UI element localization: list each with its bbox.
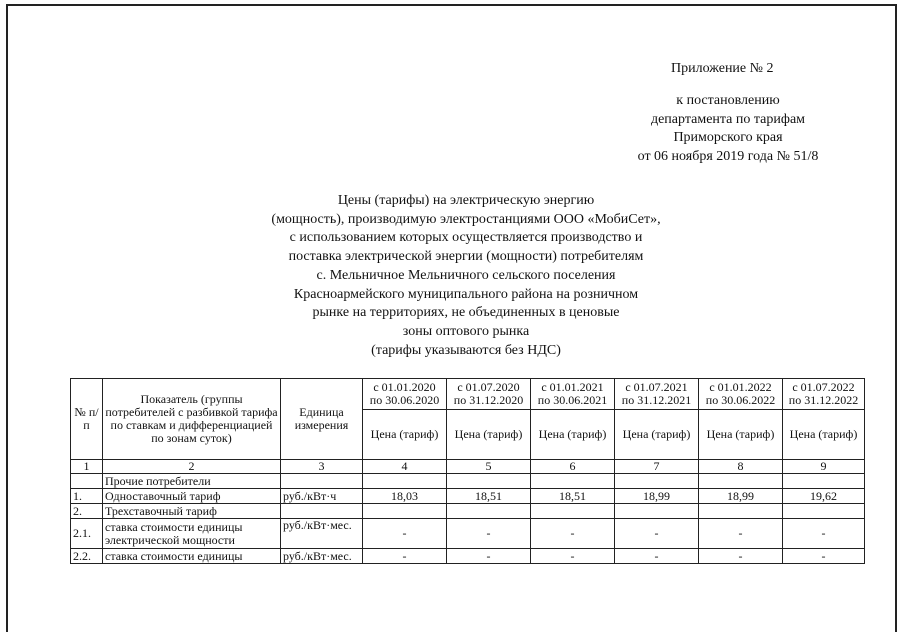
row-value: - [699, 549, 783, 564]
row-value: - [531, 549, 615, 564]
column-number: 5 [447, 460, 531, 474]
title-line: (тарифы указываются без НДС) [371, 342, 561, 358]
decree-line: от 06 ноября 2019 года № 51/8 [637, 148, 819, 164]
row-value: - [363, 549, 447, 564]
column-number: 3 [281, 460, 363, 474]
row-value: - [447, 519, 531, 549]
appendix-label: Приложение № 2 [671, 61, 774, 76]
header-cell-period: с 01.07.2021 по 31.12.2021 [615, 379, 699, 410]
header-cell-period: с 01.01.2022 по 30.06.2022 [699, 379, 783, 410]
title-line: Красноармейского муниципального района на розничном [293, 286, 639, 302]
row-unit: руб./кВт·мес. [281, 519, 363, 549]
column-number: 9 [783, 460, 865, 474]
column-number: 6 [531, 460, 615, 474]
row-unit: руб./кВт·мес. [281, 549, 363, 564]
row-value: - [783, 549, 865, 564]
title-line: с. Мельничное Мельничного сельского поселения [316, 267, 616, 283]
header-cell-period: с 01.01.2021 по 30.06.2021 [531, 379, 615, 410]
row-name: ставка стоимости единицы [103, 549, 281, 564]
row-unit [281, 504, 363, 519]
row-value: 19,62 [783, 489, 865, 504]
tariff-table [70, 378, 865, 564]
header-cell-price: Цена (тариф) [363, 410, 447, 460]
row-value: 18,03 [363, 489, 447, 504]
header-cell-unit: Единица измерения [281, 379, 363, 460]
title-line: Цены (тарифы) на электрическую энергию [337, 193, 595, 208]
row-value [531, 504, 615, 519]
row-value: - [783, 519, 865, 549]
table-row [71, 549, 865, 564]
table-header-row [71, 379, 865, 410]
row-value: - [531, 519, 615, 549]
row-value: 18,99 [699, 489, 783, 504]
row-value: - [615, 549, 699, 564]
row-number: 2. [71, 504, 103, 519]
header-cell-indicator: Показатель (группы потребителей с разбивкой тарифа по ставкам и дифференциацией по зонам суток) [103, 379, 281, 460]
row-value [615, 504, 699, 519]
header-cell-period: с 01.07.2022 по 31.12.2022 [783, 379, 865, 410]
column-number: 7 [615, 460, 699, 474]
table-group-row [71, 474, 865, 489]
title-line: рынке на территориях, не объединенных в ценовые [312, 305, 620, 321]
table-row [71, 489, 865, 504]
column-number: 1 [71, 460, 103, 474]
table-row [71, 519, 865, 549]
title-line: с использованием которых осуществляется производство и [289, 230, 643, 246]
title-line: поставка электрической энергии (мощности) потребителям [288, 249, 644, 265]
row-value: - [447, 549, 531, 564]
row-unit: руб./кВт·ч [281, 489, 363, 504]
column-number: 4 [363, 460, 447, 474]
decree-line: Приморского края [673, 130, 783, 145]
header-cell-price: Цена (тариф) [615, 410, 699, 460]
decree-line: департамента по тарифам [650, 111, 806, 127]
header-cell-price: Цена (тариф) [531, 410, 615, 460]
group-label: Прочие потребители [103, 474, 281, 489]
document-title [190, 192, 742, 360]
decree-reference [610, 92, 846, 166]
column-number: 8 [699, 460, 783, 474]
row-number: 2.2. [71, 549, 103, 564]
row-value: 18,99 [615, 489, 699, 504]
header-cell-period: с 01.07.2020 по 31.12.2020 [447, 379, 531, 410]
row-name: Одноставочный тариф [103, 489, 281, 504]
row-value [363, 504, 447, 519]
row-value [783, 504, 865, 519]
header-cell-period: с 01.01.2020 по 30.06.2020 [363, 379, 447, 410]
decree-line: к постановлению [676, 93, 780, 108]
row-value: - [699, 519, 783, 549]
row-value: - [615, 519, 699, 549]
row-number: 1. [71, 489, 103, 504]
header-cell-number: № п/п [71, 379, 103, 460]
column-number: 2 [103, 460, 281, 474]
row-value: 18,51 [531, 489, 615, 504]
column-number-row [71, 460, 865, 474]
title-line: (мощность), производимую электростанциями ООО «МобиСет», [271, 211, 661, 227]
table-row [71, 504, 865, 519]
row-value [447, 504, 531, 519]
title-line: зоны оптового рынка [402, 323, 530, 339]
row-number: 2.1. [71, 519, 103, 549]
row-name: Трехставочный тариф [103, 504, 281, 519]
row-value [699, 504, 783, 519]
header-cell-price: Цена (тариф) [699, 410, 783, 460]
row-name: ставка стоимости единицы электрической мощности [103, 519, 281, 549]
row-value: 18,51 [447, 489, 531, 504]
row-value: - [363, 519, 447, 549]
header-cell-price: Цена (тариф) [783, 410, 865, 460]
header-cell-price: Цена (тариф) [447, 410, 531, 460]
